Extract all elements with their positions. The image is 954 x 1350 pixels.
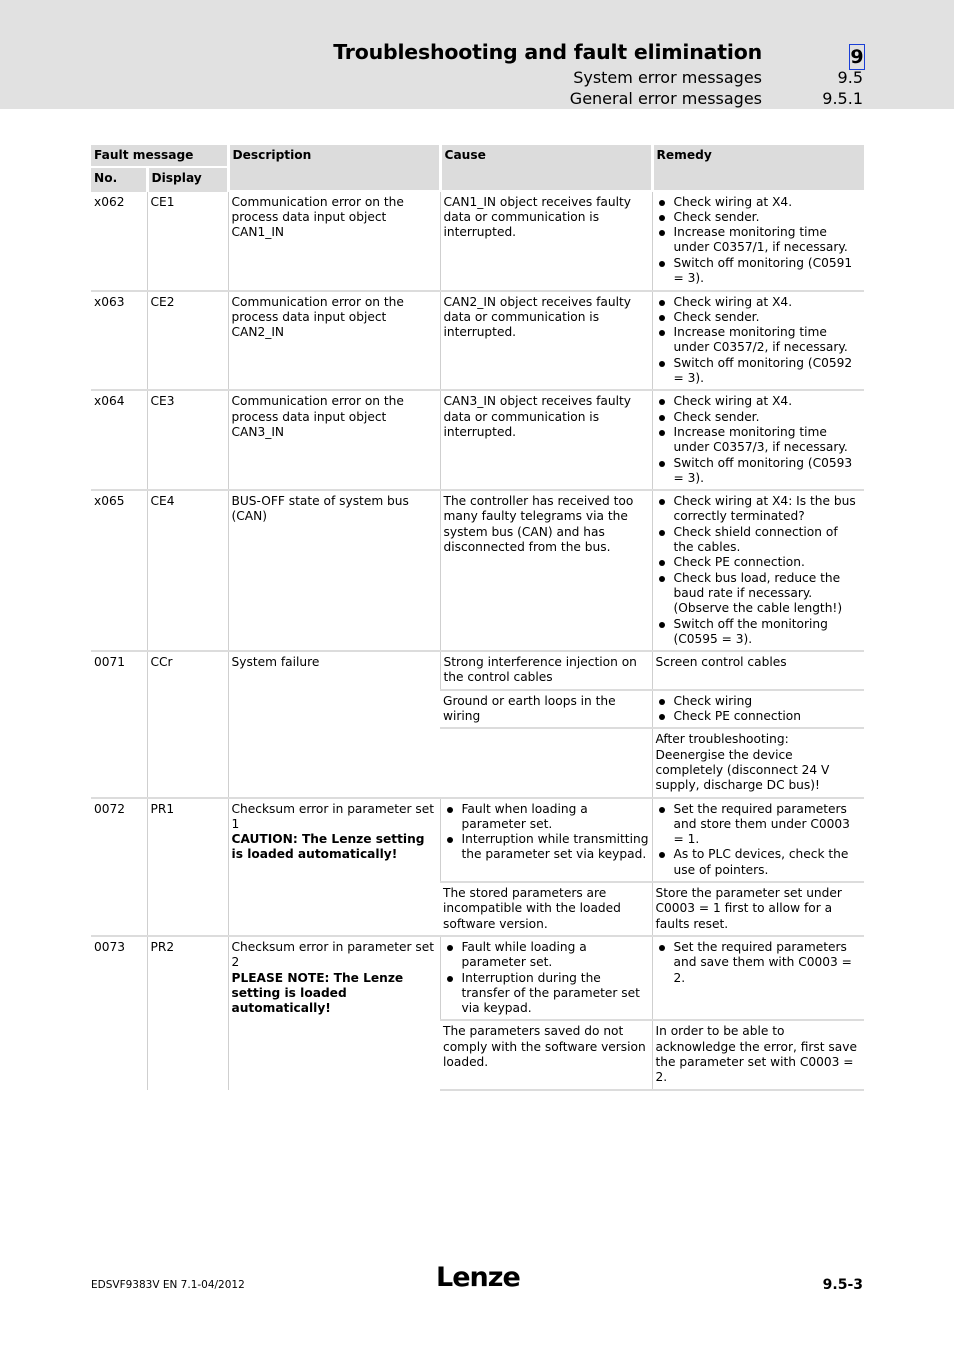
- description-warning: PLEASE NOTE: The Lenze setting is loaded automatically!: [231, 970, 404, 1016]
- list-item: Check sender.: [674, 210, 862, 225]
- table-row: [91, 798, 864, 882]
- fault-number: 0072: [91, 798, 147, 936]
- fault-remedy: Store the parameter set under C0003 = 1 first to allow for a faults reset.: [652, 882, 864, 936]
- list-item: Switch off monitoring (C0591 = 3).: [674, 256, 862, 287]
- list-item: Switch off the monitoring (C0595 = 3).: [674, 617, 862, 648]
- list-item: Increase monitoring time under C0357/3, if necessary.: [674, 425, 862, 456]
- header-description: Description: [228, 145, 440, 191]
- fault-remedy-note: After troubleshooting: Deenergise the device completely (disconnect 24 V supply, discharge DC bus)!: [652, 728, 864, 797]
- header-no: No.: [91, 167, 147, 190]
- fault-remedy: [652, 936, 864, 1020]
- fault-number: 0071: [91, 651, 147, 797]
- fault-display: PR1: [147, 798, 228, 936]
- fault-table: [91, 145, 864, 1091]
- fault-remedy: [652, 191, 864, 291]
- fault-cause: [440, 798, 652, 882]
- fault-cause: CAN1_IN object receives faulty data or communication is interrupted.: [440, 191, 652, 291]
- section-title: System error messages: [573, 68, 762, 87]
- fault-display: CE4: [147, 490, 228, 651]
- fault-cause: [440, 936, 652, 1020]
- list-item: Switch off monitoring (C0592 = 3).: [674, 356, 862, 387]
- description-text: Checksum error in parameter set 1: [231, 801, 435, 831]
- list-item: Fault when loading a parameter set.: [462, 802, 649, 833]
- list-item: Interruption during the transfer of the parameter set via keypad.: [462, 971, 649, 1017]
- list-item: Check wiring at X4.: [674, 195, 862, 210]
- table-row: [91, 191, 864, 291]
- fault-number: x065: [91, 490, 147, 651]
- list-item: Check wiring at X4: Is the bus correctly terminated?: [674, 494, 862, 525]
- list-item: Fault while loading a parameter set.: [462, 940, 649, 971]
- description-text: Checksum error in parameter set 2: [231, 939, 435, 970]
- fault-cause: The parameters saved do not comply with the software version loaded.: [440, 1020, 652, 1089]
- table-row: [91, 291, 864, 391]
- fault-remedy: Screen control cables: [652, 651, 864, 690]
- list-item: Check sender.: [674, 410, 862, 425]
- fault-display: CE3: [147, 390, 228, 490]
- list-item: Check PE connection.: [674, 555, 862, 570]
- list-item: Interruption while transmitting the parameter set via keypad.: [461, 832, 649, 862]
- fault-display: PR2: [147, 936, 228, 1090]
- fault-display: CE2: [147, 291, 228, 391]
- fault-cause: The stored parameters are incompatible with the loaded software version.: [440, 882, 652, 936]
- fault-remedy: [652, 690, 864, 729]
- fault-display: CCr: [147, 651, 228, 797]
- fault-remedy: [652, 798, 864, 882]
- fault-display: CE1: [147, 191, 228, 291]
- list-item: Increase monitoring time under C0357/1, if necessary.: [674, 225, 862, 256]
- table-row: [91, 936, 864, 1020]
- fault-remedy: [652, 490, 864, 651]
- fault-cause: Strong interference injection on the control cables: [440, 651, 652, 690]
- list-item: Check sender.: [674, 310, 862, 325]
- fault-description: Communication error on the process data input object CAN3_IN: [228, 390, 440, 490]
- list-item: As to PLC devices, check the use of pointers.: [674, 847, 862, 878]
- fault-cause: The controller has received too many faulty telegrams via the system bus (CAN) and has disconnected from the bus.: [440, 490, 652, 651]
- list-item: Set the required parameters and store them under C0003 = 1.: [674, 802, 862, 848]
- list-item: Check wiring at X4.: [674, 295, 862, 310]
- subsection-title: General error messages: [569, 89, 762, 108]
- fault-description: [228, 936, 440, 1090]
- table-row: [91, 651, 864, 690]
- fault-description: [228, 798, 440, 936]
- header-display: Display: [147, 167, 228, 190]
- fault-description: System failure: [228, 651, 440, 797]
- list-item: Check wiring at X4.: [674, 394, 862, 409]
- chapter-title: Troubleshooting and fault elimination: [333, 40, 762, 64]
- fault-remedy: In order to be able to acknowledge the error, first save the parameter set with C0003 = 2.: [652, 1020, 864, 1089]
- subsection-number: 9.5.1: [822, 89, 863, 108]
- fault-number: x063: [91, 291, 147, 391]
- document-id: EDSVF9383V EN 7.1-04/2012: [91, 1279, 245, 1291]
- fault-cause: Ground or earth loops in the wiring: [440, 690, 652, 729]
- lenze-logo: Lenze: [436, 1262, 520, 1293]
- fault-description: Communication error on the process data input object CAN1_IN: [228, 191, 440, 291]
- fault-number: x062: [91, 191, 147, 291]
- fault-remedy: [652, 291, 864, 391]
- list-item: Check bus load, reduce the baud rate if necessary. (Observe the cable length!): [674, 571, 862, 617]
- table-row: [91, 390, 864, 490]
- header-fault-message: Fault message: [91, 145, 228, 167]
- header-remedy: Remedy: [652, 145, 864, 191]
- list-item: Switch off monitoring (C0593 = 3).: [674, 456, 862, 487]
- description-warning: CAUTION: The Lenze setting is loaded automatically!: [231, 832, 425, 862]
- table-row: [91, 490, 864, 651]
- list-item: Set the required parameters and save them with C0003 = 2.: [674, 940, 862, 986]
- fault-cause-empty: [440, 728, 652, 797]
- list-item: Check PE connection: [674, 709, 862, 724]
- fault-remedy: [652, 390, 864, 490]
- fault-cause: CAN3_IN object receives faulty data or communication is interrupted.: [440, 390, 652, 490]
- list-item: Check shield connection of the cables.: [674, 525, 862, 556]
- list-item: Check wiring: [674, 694, 862, 709]
- fault-number: x064: [91, 390, 147, 490]
- page-number: 9.5-3: [822, 1277, 863, 1293]
- list-item: Increase monitoring time under C0357/2, if necessary.: [674, 325, 862, 356]
- fault-description: Communication error on the process data input object CAN2_IN: [228, 291, 440, 391]
- header-cause: Cause: [440, 145, 652, 191]
- fault-number: 0073: [91, 936, 147, 1090]
- fault-cause: CAN2_IN object receives faulty data or communication is interrupted.: [440, 291, 652, 391]
- chapter-number[interactable]: 9: [850, 46, 864, 68]
- section-number: 9.5: [837, 68, 863, 87]
- fault-description: BUS-OFF state of system bus (CAN): [228, 490, 440, 651]
